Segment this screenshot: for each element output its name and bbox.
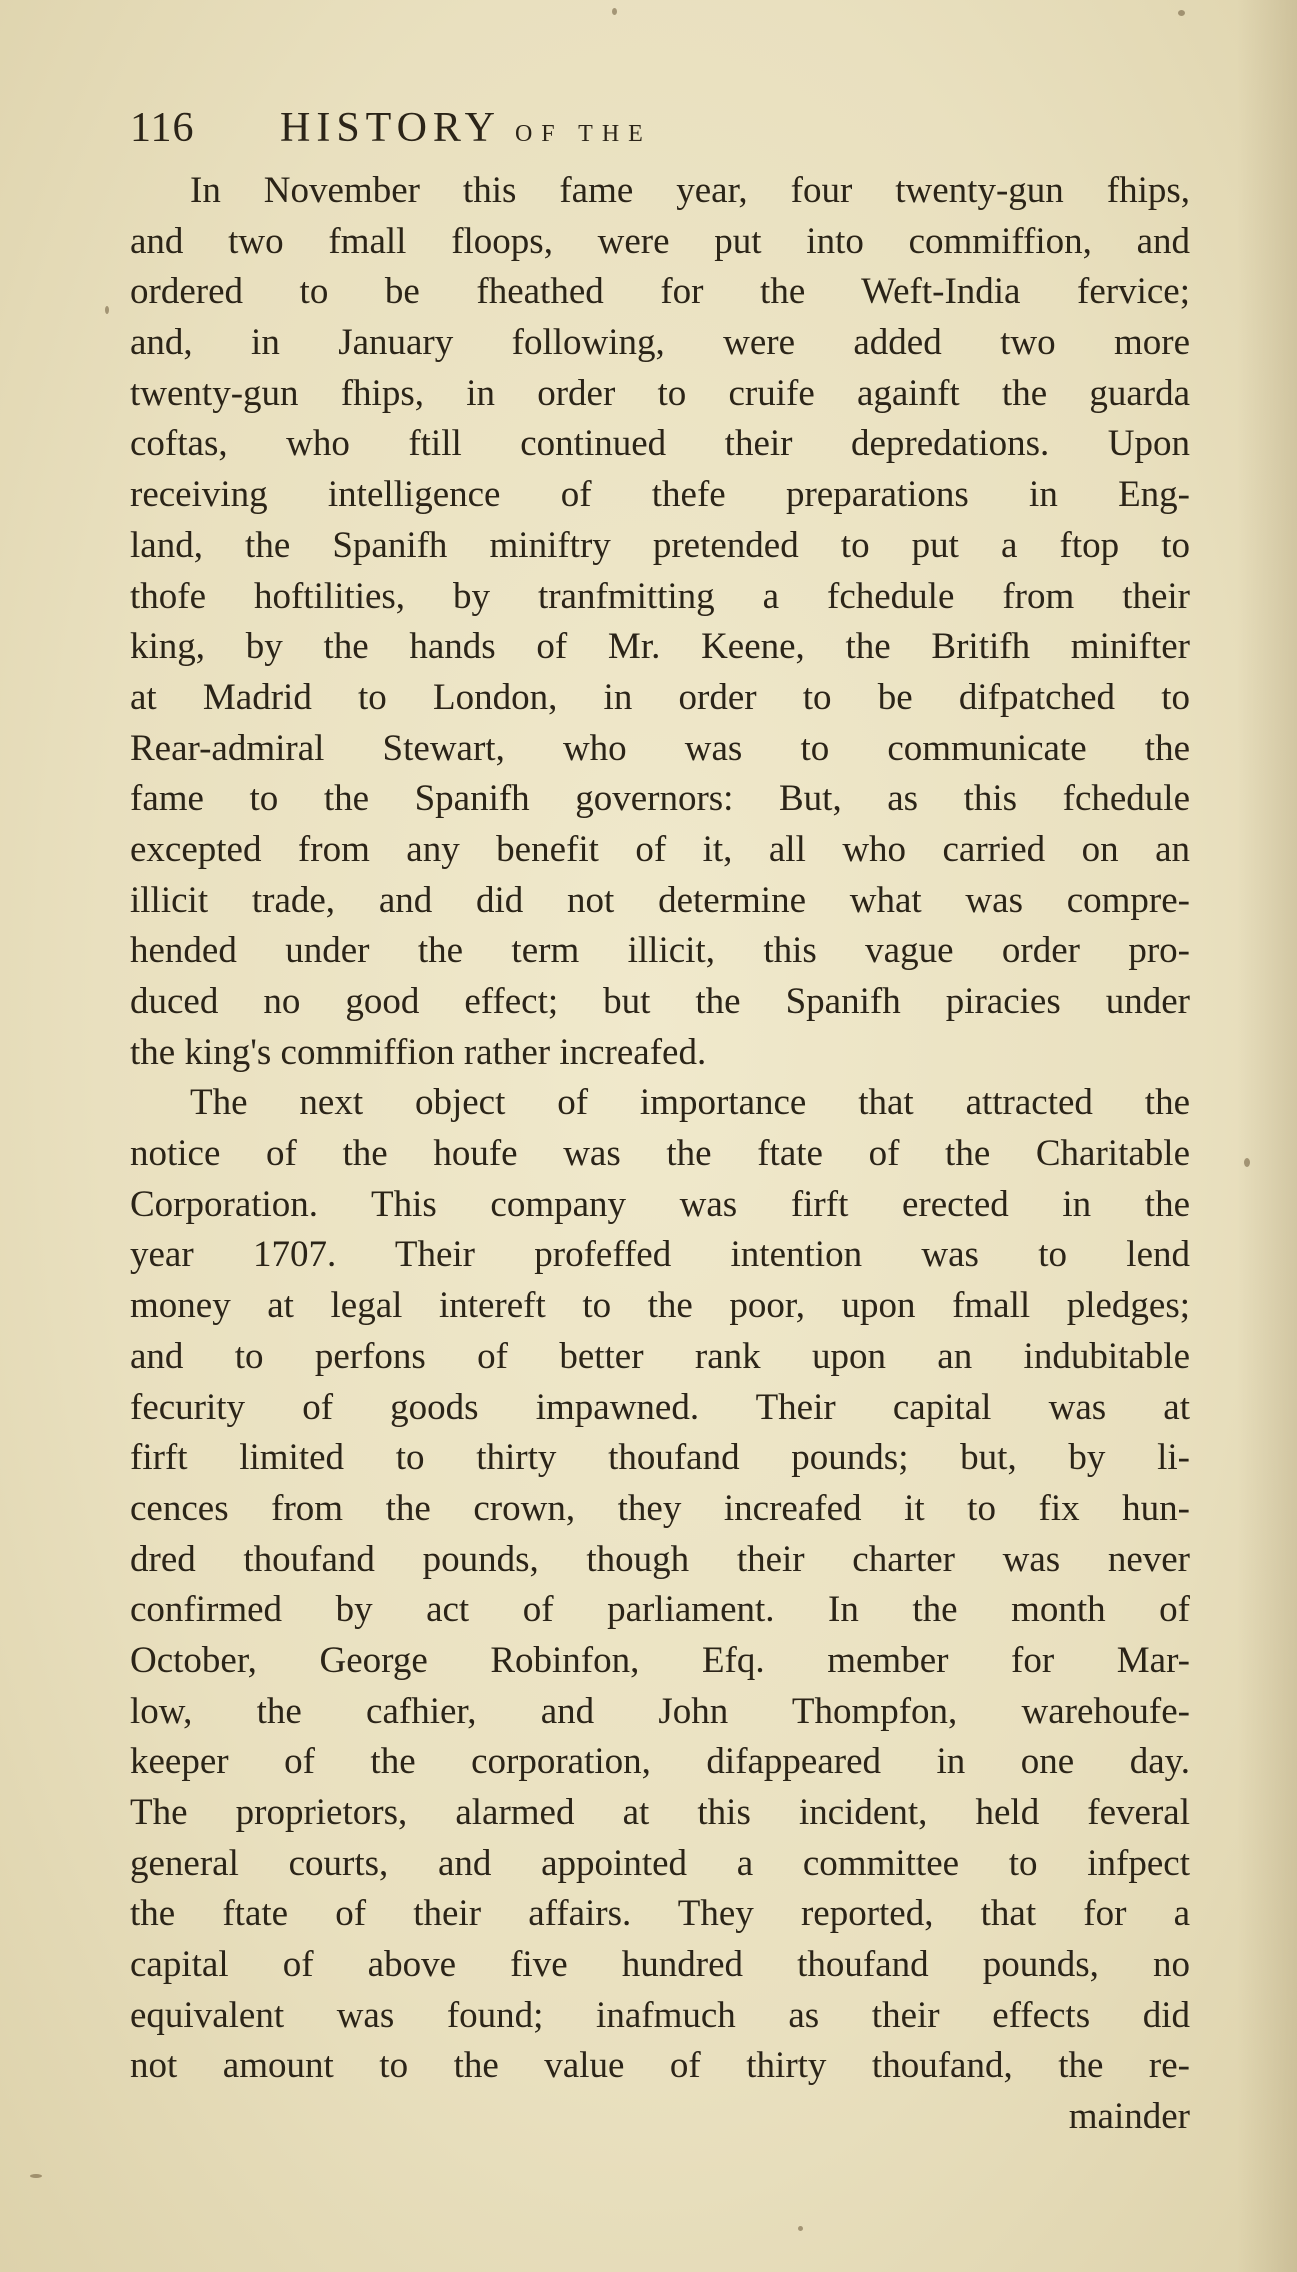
text-line: capital of above five hundred thoufand pounds, no [130, 1944, 1190, 1986]
text-line: and, in January following, were added two more [130, 322, 1190, 364]
text-line: money at legal intereft to the poor, upon fmall pledges; [130, 1285, 1190, 1327]
text-line: twenty-gun fhips, in order to cruife againft the guarda [130, 372, 1190, 414]
text-line: king, by the hands of Mr. Keene, the Britifh minifter [130, 626, 1190, 668]
text-line: illicit trade, and did not determine what was compre- [130, 879, 1190, 921]
paper-speck [105, 306, 109, 314]
text-line: notice of the houfe was the ftate of the Charitable [130, 1133, 1190, 1175]
text-line: equivalent was found; inafmuch as their effects did [130, 1994, 1190, 2036]
text-line: hended under the term illicit, this vague order pro- [130, 930, 1190, 972]
text-line: at Madrid to London, in order to be difpatched to [130, 676, 1190, 718]
text-line: the ftate of their affairs. They reported, that for a [130, 1893, 1190, 1935]
text-line: Rear-admiral Stewart, who was to communicate the [130, 727, 1190, 769]
paper-speck [612, 8, 617, 15]
text-line: The proprietors, alarmed at this incident, held feveral [130, 1792, 1190, 1833]
text-line: year 1707. Their profeffed intention was to lend [130, 1234, 1190, 1276]
page-number: 116 [130, 105, 195, 151]
running-head [130, 98, 1030, 158]
text-line: October, George Robinfon, Efq. member for Mar- [130, 1639, 1190, 1681]
text-line: thofe hoftilities, by tranfmitting a fchedule from their [130, 575, 1190, 617]
text-line: receiving intelligence of thefe preparations in Eng- [130, 474, 1190, 516]
text-line: not amount to the value of thirty thoufand, the re- [130, 2045, 1190, 2087]
text-line: fecurity of goods impawned. Their capital was at [130, 1386, 1190, 1428]
text-line: land, the Spanifh miniftry pretended to put a ftop to [130, 524, 1190, 566]
text-line: dred thoufand pounds, though their charter was never [130, 1538, 1190, 1580]
body-text [130, 166, 1190, 2143]
text-line: excepted from any benefit of it, all who carried on an [130, 828, 1190, 870]
running-title-small: OF THE [514, 121, 652, 147]
text-line: ordered to be fheathed for the Weft-India fervice; [130, 271, 1190, 313]
text-line: low, the cafhier, and John Thompfon, warehoufe- [130, 1690, 1190, 1732]
paper-speck [1244, 1158, 1250, 1167]
text-line: The next object of importance that attracted the [190, 1082, 1190, 1124]
text-line: Corporation. This company was firft erected in the [130, 1183, 1190, 1225]
paper-speck [1178, 10, 1185, 16]
paper-speck [798, 2226, 803, 2231]
catchword: mainder [1068, 2096, 1190, 2138]
text-line: general courts, and appointed a committee to infpect [130, 1842, 1190, 1884]
page-edge-shadow [1237, 0, 1297, 2272]
text-line: the king's commiffion rather increafed. [130, 1031, 707, 1073]
text-line: firft limited to thirty thoufand pounds; but, by li- [130, 1437, 1190, 1479]
text-line: fame to the Spanifh governors: But, as this fchedule [130, 778, 1190, 820]
text-line: coftas, who ftill continued their depredations. Upon [130, 423, 1190, 465]
running-title: HISTORY [280, 105, 501, 151]
text-line: keeper of the corporation, difappeared in one day. [130, 1741, 1190, 1783]
text-line: In November this fame year, four twenty-gun fhips, [190, 170, 1190, 211]
text-line: and two fmall floops, were put into commiffion, and [130, 220, 1190, 262]
text-line: duced no good effect; but the Spanifh piracies under [130, 981, 1190, 1022]
paper-speck [30, 2174, 42, 2178]
text-line: and to perfons of better rank upon an indubitable [130, 1335, 1190, 1377]
text-line: confirmed by act of parliament. In the month of [130, 1589, 1190, 1631]
text-line: cences from the crown, they increafed it to fix hun- [130, 1487, 1190, 1529]
